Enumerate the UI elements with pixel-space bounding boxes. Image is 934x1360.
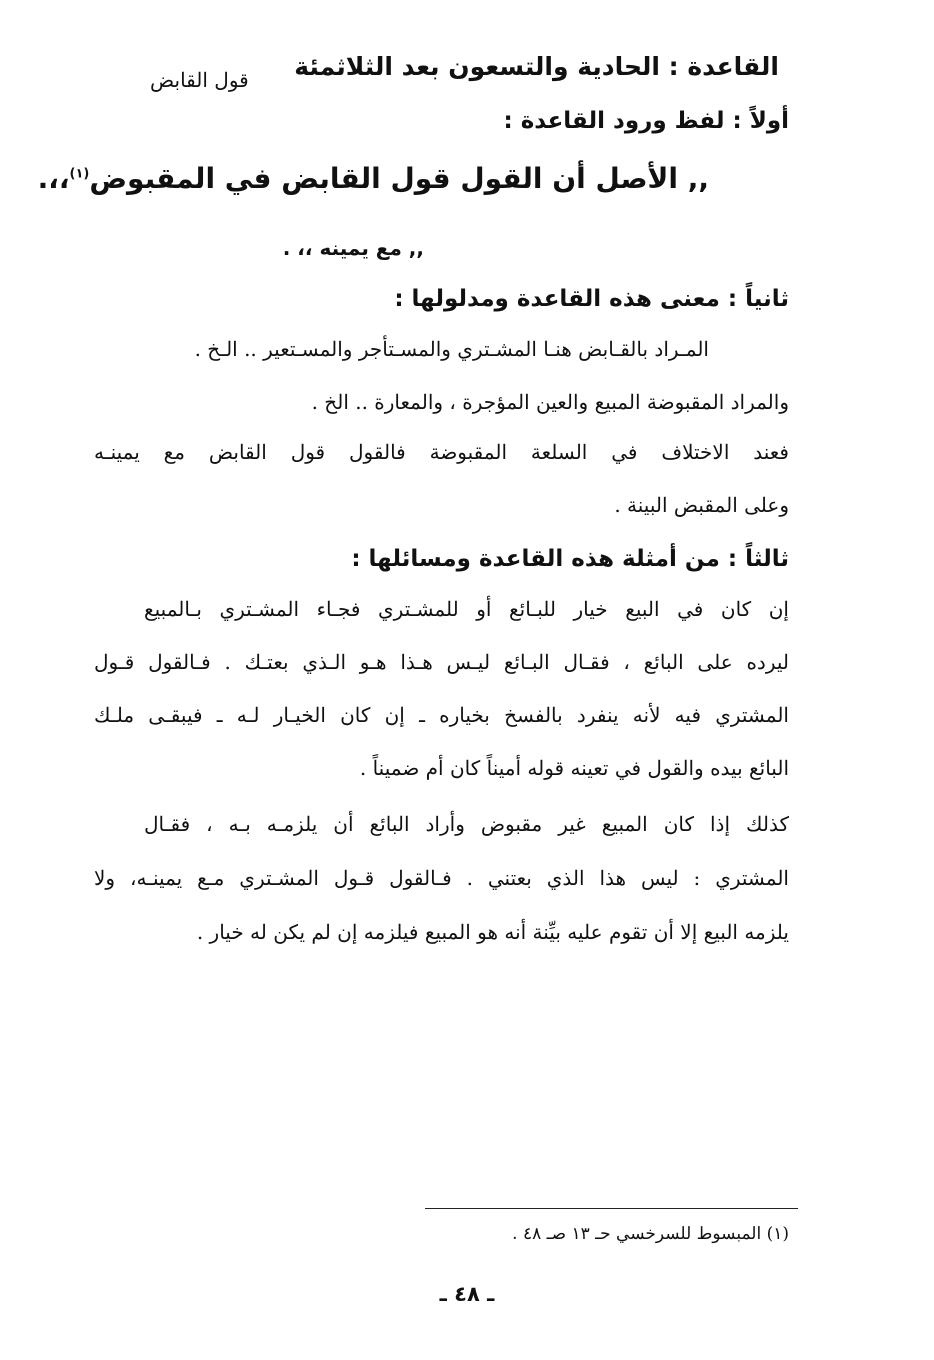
section-heading-wording: أولاً : لفظ ورود القاعدة :	[503, 108, 789, 134]
paragraph-line: كذلك إذا كان المبيع غير مقبوض وأراد البائع أن يلزمـه بـه ، فقـال	[144, 812, 789, 836]
rule-statement	[37, 162, 709, 195]
paragraph-line: فعند الاختلاف في السلعة المقبوضة فالقول قول القابض مع يمينـه	[94, 440, 789, 464]
section-heading-meaning: ثانياً : معنى هذه القاعدة ومدلولها :	[394, 286, 789, 312]
rule-statement-addition: ,, مع يمينه ،، .	[282, 236, 424, 260]
paragraph-line: المـراد بالقـابض هنـا المشـتري والمسـتأجر والمسـتعير .. الـخ .	[194, 337, 709, 361]
section-heading-examples: ثالثاً : من أمثلة هذه القاعدة ومسائلها :	[351, 546, 789, 572]
paragraph-line: يلزمه البيع إلا أن تقوم عليه بيِّنة أنه هو المبيع فيلزمه إن لم يكن له خيار .	[196, 920, 789, 944]
rule-statement-text: ,, الأصل أن القول قول القابض في المقبوض	[89, 162, 709, 195]
footnote-divider	[425, 1208, 798, 1209]
paragraph-line: إن كان في البيع خيار للبـائع أو للمشـتري فجـاء المشـتري بـالمبيع	[144, 597, 789, 621]
running-header: قول القابض	[150, 68, 249, 92]
paragraph-line: وعلى المقبض البينة .	[614, 493, 789, 517]
page-number: ـ ٤٨ ـ	[439, 1282, 495, 1306]
rule-title: القاعدة : الحادية والتسعون بعد الثلاثمئة	[294, 52, 779, 81]
paragraph-line: المشتري : ليس هذا الذي بعتني . فـالقول قـول المشـتري مـع يمينـه، ولا	[94, 866, 789, 890]
paragraph-line: والمراد المقبوضة المبيع والعين المؤجرة ، والمعارة .. الخ .	[311, 390, 789, 414]
paragraph-line: البائع بيده والقول في تعينه قوله أميناً كان أم ضميناً .	[359, 756, 789, 780]
paragraph-line: ليرده على البائع ، فقـال البـائع ليـس هـذا هـو الـذي بعتـك . فـالقول قـول	[94, 650, 789, 674]
footnote-reference[interactable]: (١)	[69, 166, 90, 182]
paragraph-line: المشتري فيه لأنه ينفرد بالفسخ بخياره ـ إن كان الخيـار لـه ـ فيبقـى ملـك	[94, 703, 789, 727]
rule-statement-end: ،،.	[37, 162, 70, 195]
footnote: (١) المبسوط للسرخسي حـ ١٣ صـ ٤٨ .	[512, 1224, 789, 1244]
